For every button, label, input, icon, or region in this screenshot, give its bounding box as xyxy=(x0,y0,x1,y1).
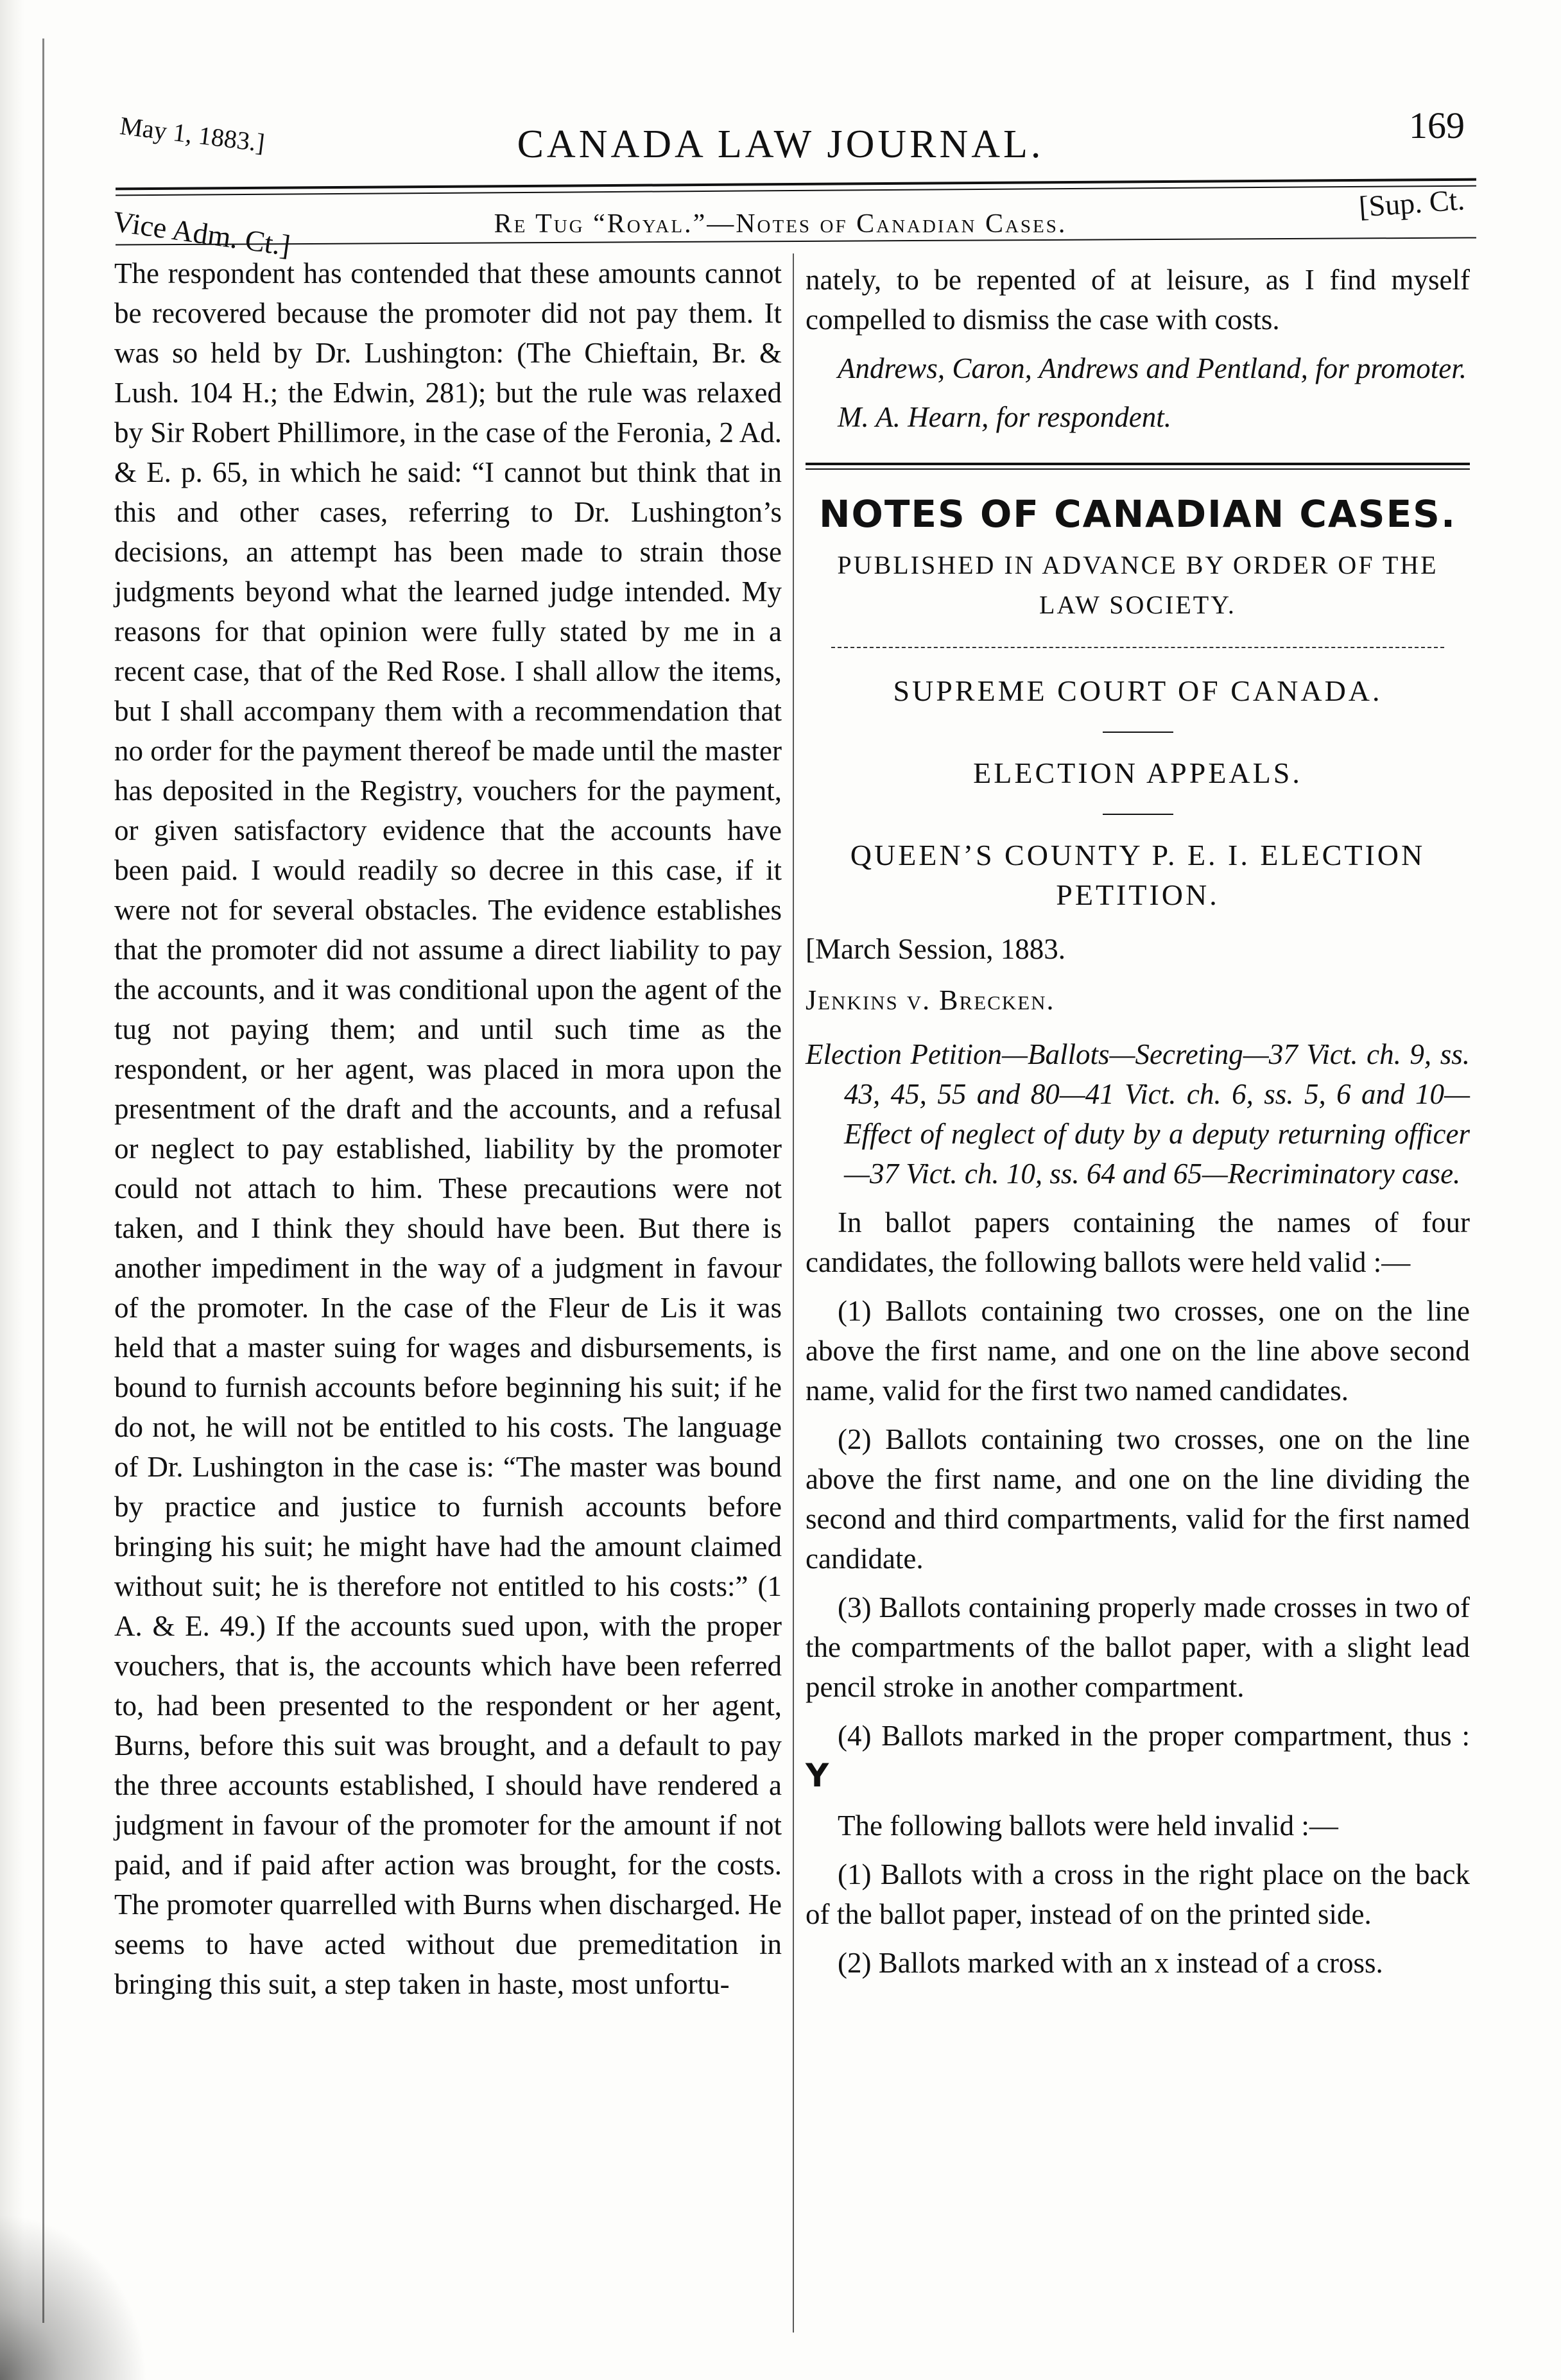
court-right-label: [Sup. Ct. xyxy=(1358,183,1466,223)
section-heading: NOTES OF CANADIAN CASES. xyxy=(819,492,1456,536)
section-double-rule xyxy=(806,463,1470,470)
invalid-intro: The following ballots were held invalid :— xyxy=(838,1810,1338,1842)
invalid-ballot-2: (2) Ballots marked with an x instead of a cross. xyxy=(838,1947,1383,1979)
binding-edge-line xyxy=(42,39,44,2323)
header-date: May 1, 1883.] xyxy=(118,110,266,158)
column-divider xyxy=(793,253,794,2333)
journal-title: CANADA LAW JOURNAL. xyxy=(517,123,1044,166)
judgment-continuation: nately, to be repented of at leisure, as I find myself compelled to dismiss the case with costs. xyxy=(806,264,1470,336)
running-head: Re Tug “Royal.”—Notes of Canadian Cases. xyxy=(494,209,1067,239)
right-column xyxy=(806,260,1470,1992)
counsel-respondent: M. A. Hearn, for respondent. xyxy=(838,401,1171,433)
sub-heading: ELECTION APPEALS. xyxy=(973,757,1302,789)
header-rule xyxy=(116,178,1476,191)
valid-ballot-4 xyxy=(806,1716,1470,1797)
headnote: Election Petition—Ballots—Secreting—37 Vict. ch. 9, ss. 43, 45, 55 and 80—41 Vict. ch. 6, ss. 5, 6 and 10—Effect of neglect of duty by a deputy returning officer—37 Vict. ch. 10, ss. 64 and 65—Recriminatory case. xyxy=(806,1038,1470,1190)
valid-ballot-3: (3) Ballots containing properly made crosses in two of the compartments of the ballot paper, with a slight lead pencil stroke in another compartment. xyxy=(806,1591,1470,1703)
court-name: SUPREME COURT OF CANADA. xyxy=(893,674,1383,707)
valid-ballot-2: (2) Ballots containing two crosses, one on the line above the first name, and one on the line dividing the second and third compartments, valid for the first named candidate. xyxy=(806,1423,1470,1575)
session-date: [March Session, 1883. xyxy=(806,933,1065,965)
ballot-mark-symbol: Y xyxy=(806,1757,829,1794)
page-number: 169 xyxy=(1409,105,1465,146)
court-left-label: Vice Adm. Ct.] xyxy=(110,204,293,262)
case-title: QUEEN’S COUNTY P. E. I. ELECTION PETITION. xyxy=(850,839,1426,911)
valid-ballot-4-text: (4) Ballots marked in the proper compartment, thus : xyxy=(838,1720,1470,1752)
valid-intro: In ballot papers containing the names of four candidates, the following ballots were held valid :— xyxy=(806,1206,1470,1278)
published-note: PUBLISHED IN ADVANCE BY ORDER OF THE LAW SOCIETY. xyxy=(837,551,1438,619)
valid-ballot-1: (1) Ballots containing two crosses, one on the line above the first name, and one on the line above second name, valid for the first two named candidates. xyxy=(806,1295,1470,1407)
dashed-divider xyxy=(831,647,1444,648)
short-rule-2 xyxy=(1103,814,1173,815)
page-spine-shadow xyxy=(0,0,24,2380)
short-rule xyxy=(1103,732,1173,733)
corner-smudge xyxy=(0,2213,148,2380)
judgment-text: The respondent has contended that these amounts cannot be recovered because the promoter did not pay them. It was so held by Dr. Lushington: (The Chieftain, Br. & Lush. 104 H.; the Edwin, 281); but the rule was relaxed by Sir Robert Phillimore, in the case of the Feronia, 2 Ad. & E. p. 65, in which he said: “I cannot but think that in this and other cases, referring to Dr. Lushington’s decisions, an attempt has been made to strain those judgments beyond what the learned judge intended. My reasons for that opinion were fully stated by me in a recent case, that of the Red Rose. I shall allow the items, but I shall accompany them with a recommendation that no order for the payment thereof be made until the master has deposited in the Registry, vouchers for the payment, or given satisfactory evidence that the accounts have been paid. I would readily so decree in this case, if it were not for several obstacles. The evidence establishes that the promoter did not assume a direct liability to pay the accounts, and it was conditional upon the agent of the tug not paying them; and until such time as the respondent, or her agent, was placed in mora upon the presentment of the draft and the accounts, and a refusal or neglect to pay established, liability by the promoter could not attach to him. These precautions were not taken, and I think they should have been. But there is another impediment in the way of a judgment in favour of the promoter. In the case of the Fleur de Lis it was held that a master suing for wages and disbursements, is bound to furnish accounts before beginning his suit; if he do not, he will not be entitled to his costs. The language of Dr. Lushington in the case is: “The master was bound by practice and justice to furnish accounts before bringing his suit; he might have had the amount claimed without suit; he is therefore not entitled to his costs:” (1 A. & E. 49.) If the accounts sued upon, with the proper vouchers, that is, the accounts which have been referred to, had been presented to the respondent or her agent, Burns, before this suit was brought, and a default to pay the three accounts established, I should have rendered a judgment in favour of the promoter for the amount if not paid, and if paid after action was brought, for the costs. The promoter quarrelled with Burns when discharged. He seems to have acted without due premeditation in bringing this suit, a step taken in haste, most unfortu- xyxy=(114,257,782,2000)
invalid-ballot-1: (1) Ballots with a cross in the right place on the back of the ballot paper, instead of on the printed side. xyxy=(806,1858,1470,1930)
left-column xyxy=(114,253,782,2004)
counsel-promoter: Andrews, Caron, Andrews and Pentland, for promoter. xyxy=(838,352,1467,384)
case-parties: Jenkins v. Brecken. xyxy=(806,984,1055,1016)
